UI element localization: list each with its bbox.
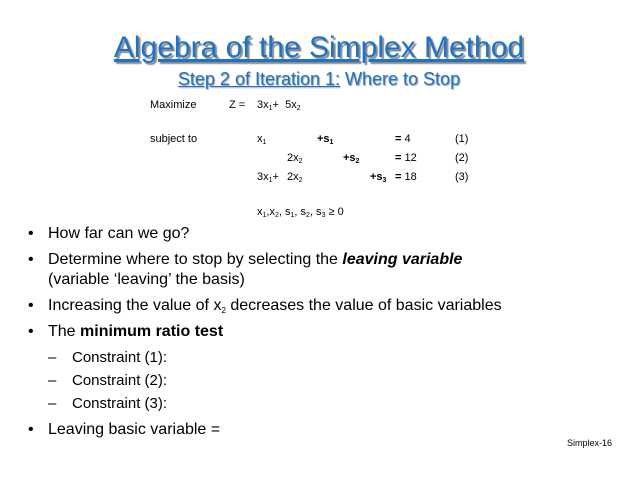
constraint-3-x2: $2x_2$ (287, 171, 303, 184)
objective-lhs: Z = (229, 99, 246, 111)
bullet-glyph: • (28, 323, 34, 340)
dash-glyph: – (48, 395, 57, 412)
nonnegativity-constraint: $x_1,x_2$, $s_1$, $s_2$, $s_3 \ge 0$ (257, 206, 344, 219)
constraint-2-rhs: = 12 (395, 152, 417, 164)
constraint-2-number: (2) (455, 152, 469, 164)
maximize-label: Maximize (150, 99, 197, 111)
sub-bullet-text: Constraint (3): (72, 395, 168, 412)
subtitle-step: Step 2 of Iteration 1: (177, 69, 341, 89)
bullet-text: Determine where to stop by selecting the leaving variable (variable ‘leaving’ the basis) (48, 251, 463, 288)
constraint-1-rhs: = 4 (395, 133, 411, 145)
slide-subtitle (0, 68, 638, 90)
bullet-glyph: • (28, 251, 34, 268)
slide-title: Algebra of the Simplex Method (113, 31, 525, 64)
slide-footer-label: Simplex-16 (566, 438, 612, 448)
dash-glyph: – (48, 349, 57, 366)
bullet-glyph: • (28, 421, 34, 438)
bullet-text: The minimum ratio test (48, 323, 224, 340)
constraint-3-x1: $3x_1+$ (257, 171, 279, 184)
bullet-text: Increasing the value of $x_2$ decreases the value of basic variables (48, 297, 502, 315)
bullet-text: Leaving basic variable = (48, 421, 221, 438)
constraint-2-slack: $+s_2$ (343, 152, 360, 165)
bullet-text: How far can we go? (48, 225, 190, 242)
bullet-glyph: • (28, 225, 34, 242)
leaving-variable-term: leaving variable (342, 251, 463, 268)
constraint-3-rhs: = 18 (395, 171, 417, 183)
constraint-1-x1: $x_1$ (257, 133, 267, 146)
sub-bullet-text: Constraint (2): (72, 372, 168, 389)
sub-bullet-text: Constraint (1): (72, 349, 168, 366)
constraint-3-number: (3) (455, 171, 469, 183)
minimum-ratio-test-term: minimum ratio test (80, 323, 224, 340)
constraint-1-slack: $+s_1$ (317, 133, 334, 146)
objective-expression: $3x_1+ 5x_2$ (257, 99, 301, 112)
bullet-glyph: • (28, 297, 34, 314)
constraint-1-number: (1) (455, 133, 469, 145)
constraint-3-slack: $+s_3$ (370, 171, 387, 184)
dash-glyph: – (48, 372, 57, 389)
constraint-2-x2: $2x_2$ (287, 152, 303, 165)
subject-to-label: subject to (150, 133, 198, 145)
subtitle-rest: Where to Stop (340, 69, 461, 89)
